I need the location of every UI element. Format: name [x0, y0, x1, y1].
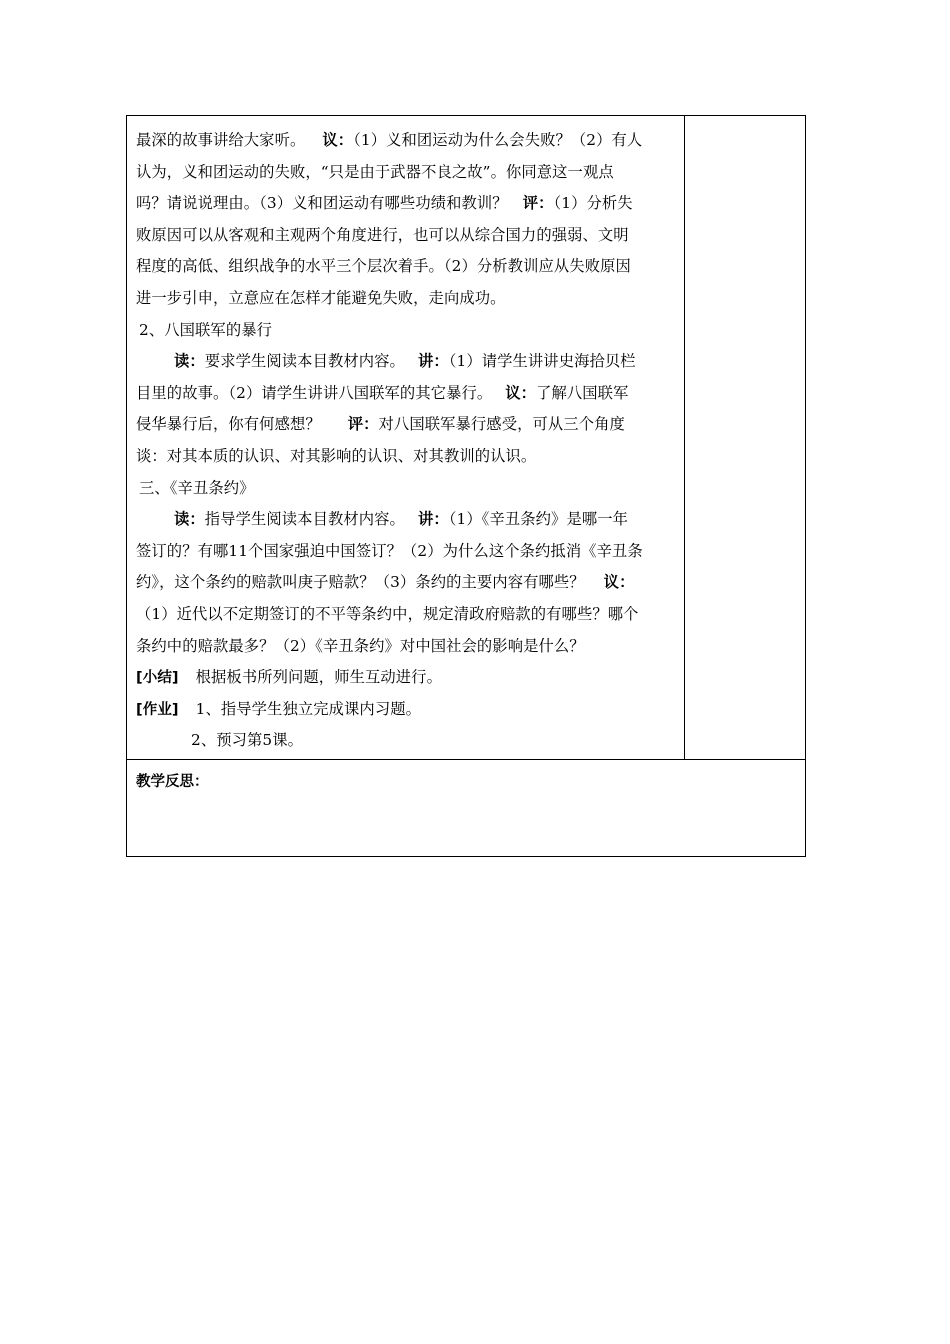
text-span: 吗？请说说理由。（3）义和团运动有哪些功绩和教训？	[136, 194, 508, 213]
text-span: （1）请学生讲讲史海拾贝栏	[448, 352, 636, 371]
read-label: 读：	[174, 352, 205, 371]
text-span: 侵华暴行后，你有何感想？	[136, 415, 321, 434]
text-line	[136, 188, 679, 220]
text-span: 认为，义和团运动的失败，“只是由于武器不良之故”。你同意这一观点	[136, 162, 614, 181]
text-line	[136, 567, 679, 599]
discuss-label: 议：	[505, 383, 537, 402]
text-line: （1）近代以不定期签订的不平等条约中，规定清政府赔款的有哪些？哪个	[136, 604, 639, 623]
text-line	[136, 220, 679, 252]
evaluate-label: 评：	[347, 415, 379, 434]
summary-line	[136, 662, 679, 694]
side-notes-cell	[685, 116, 805, 759]
homework-label: [作业]	[136, 701, 179, 718]
text-span: （1）义和团运动为什么会失败？（2）有人	[353, 131, 643, 149]
lesson-plan-table	[126, 115, 806, 857]
speak-label: 讲：	[417, 510, 449, 529]
evaluate-label: 评：	[522, 194, 554, 213]
text-line	[136, 125, 679, 157]
text-line	[136, 157, 679, 189]
discuss-label: 议：	[603, 573, 635, 592]
text-span: （1）《辛丑条约》是哪一年	[448, 510, 629, 529]
text-line: 谈：对其本质的认识、对其影响的认识、对其教训的认识。	[136, 446, 537, 465]
reflection-row	[127, 760, 805, 856]
text-span: 程度的高低、组织战争的水平三个层次着手。（2）分析教训应从失败原因	[136, 257, 631, 276]
read-label: 读：	[174, 510, 205, 529]
text-line	[136, 283, 679, 315]
speak-label: 讲：	[417, 352, 449, 371]
lesson-content-cell	[127, 116, 685, 759]
summary-text: 根据板书所列问题，师生互动进行。	[195, 668, 442, 687]
section-heading: 三、《辛丑条约》	[139, 478, 255, 497]
section-heading: 2、八国联军的暴行	[139, 320, 273, 339]
text-line	[136, 409, 679, 441]
reflection-label: 教学反思：	[136, 773, 209, 790]
text-span: （1）分析失	[553, 194, 633, 213]
text-line: 条约中的赔款最多？（2）《辛丑条约》对中国社会的影响是什么？	[136, 636, 585, 655]
text-span: 最深的故事讲给大家听。	[136, 131, 306, 149]
homework-item: 2、预习第5课。	[191, 731, 304, 750]
homework-item: 1、指导学生独立完成课内习题。	[195, 699, 422, 718]
text-line	[136, 504, 679, 536]
discuss-label: 议：	[322, 131, 354, 149]
text-span: 目里的故事。（2）请学生讲讲八国联军的其它暴行。	[136, 383, 493, 402]
text-span: 进一步引申，立意应在怎样才能避免失败，走向成功。	[136, 288, 506, 307]
homework-line	[136, 694, 679, 726]
text-line	[136, 346, 679, 378]
text-span: 败原因可以从客观和主观两个角度进行，也可以从综合国力的强弱、文明	[136, 225, 629, 244]
text-span: 约》，这个条约的赔款叫庚子赔款？（3）条约的主要内容有哪些？	[136, 573, 585, 592]
text-span: 了解八国联军	[536, 383, 629, 402]
text-span: 对八国联军暴行感受，可从三个角度	[378, 415, 625, 434]
text-span: 要求学生阅读本目教材内容。	[204, 352, 405, 371]
text-span: 指导学生阅读本目教材内容。	[204, 510, 405, 529]
text-line: 签订的？有哪11个国家强迫中国签订？（2）为什么这个条约抵消《辛丑条	[136, 541, 643, 560]
summary-label: [小结]	[136, 670, 179, 687]
text-line	[136, 378, 679, 410]
text-line	[136, 251, 679, 283]
content-row	[127, 116, 805, 760]
